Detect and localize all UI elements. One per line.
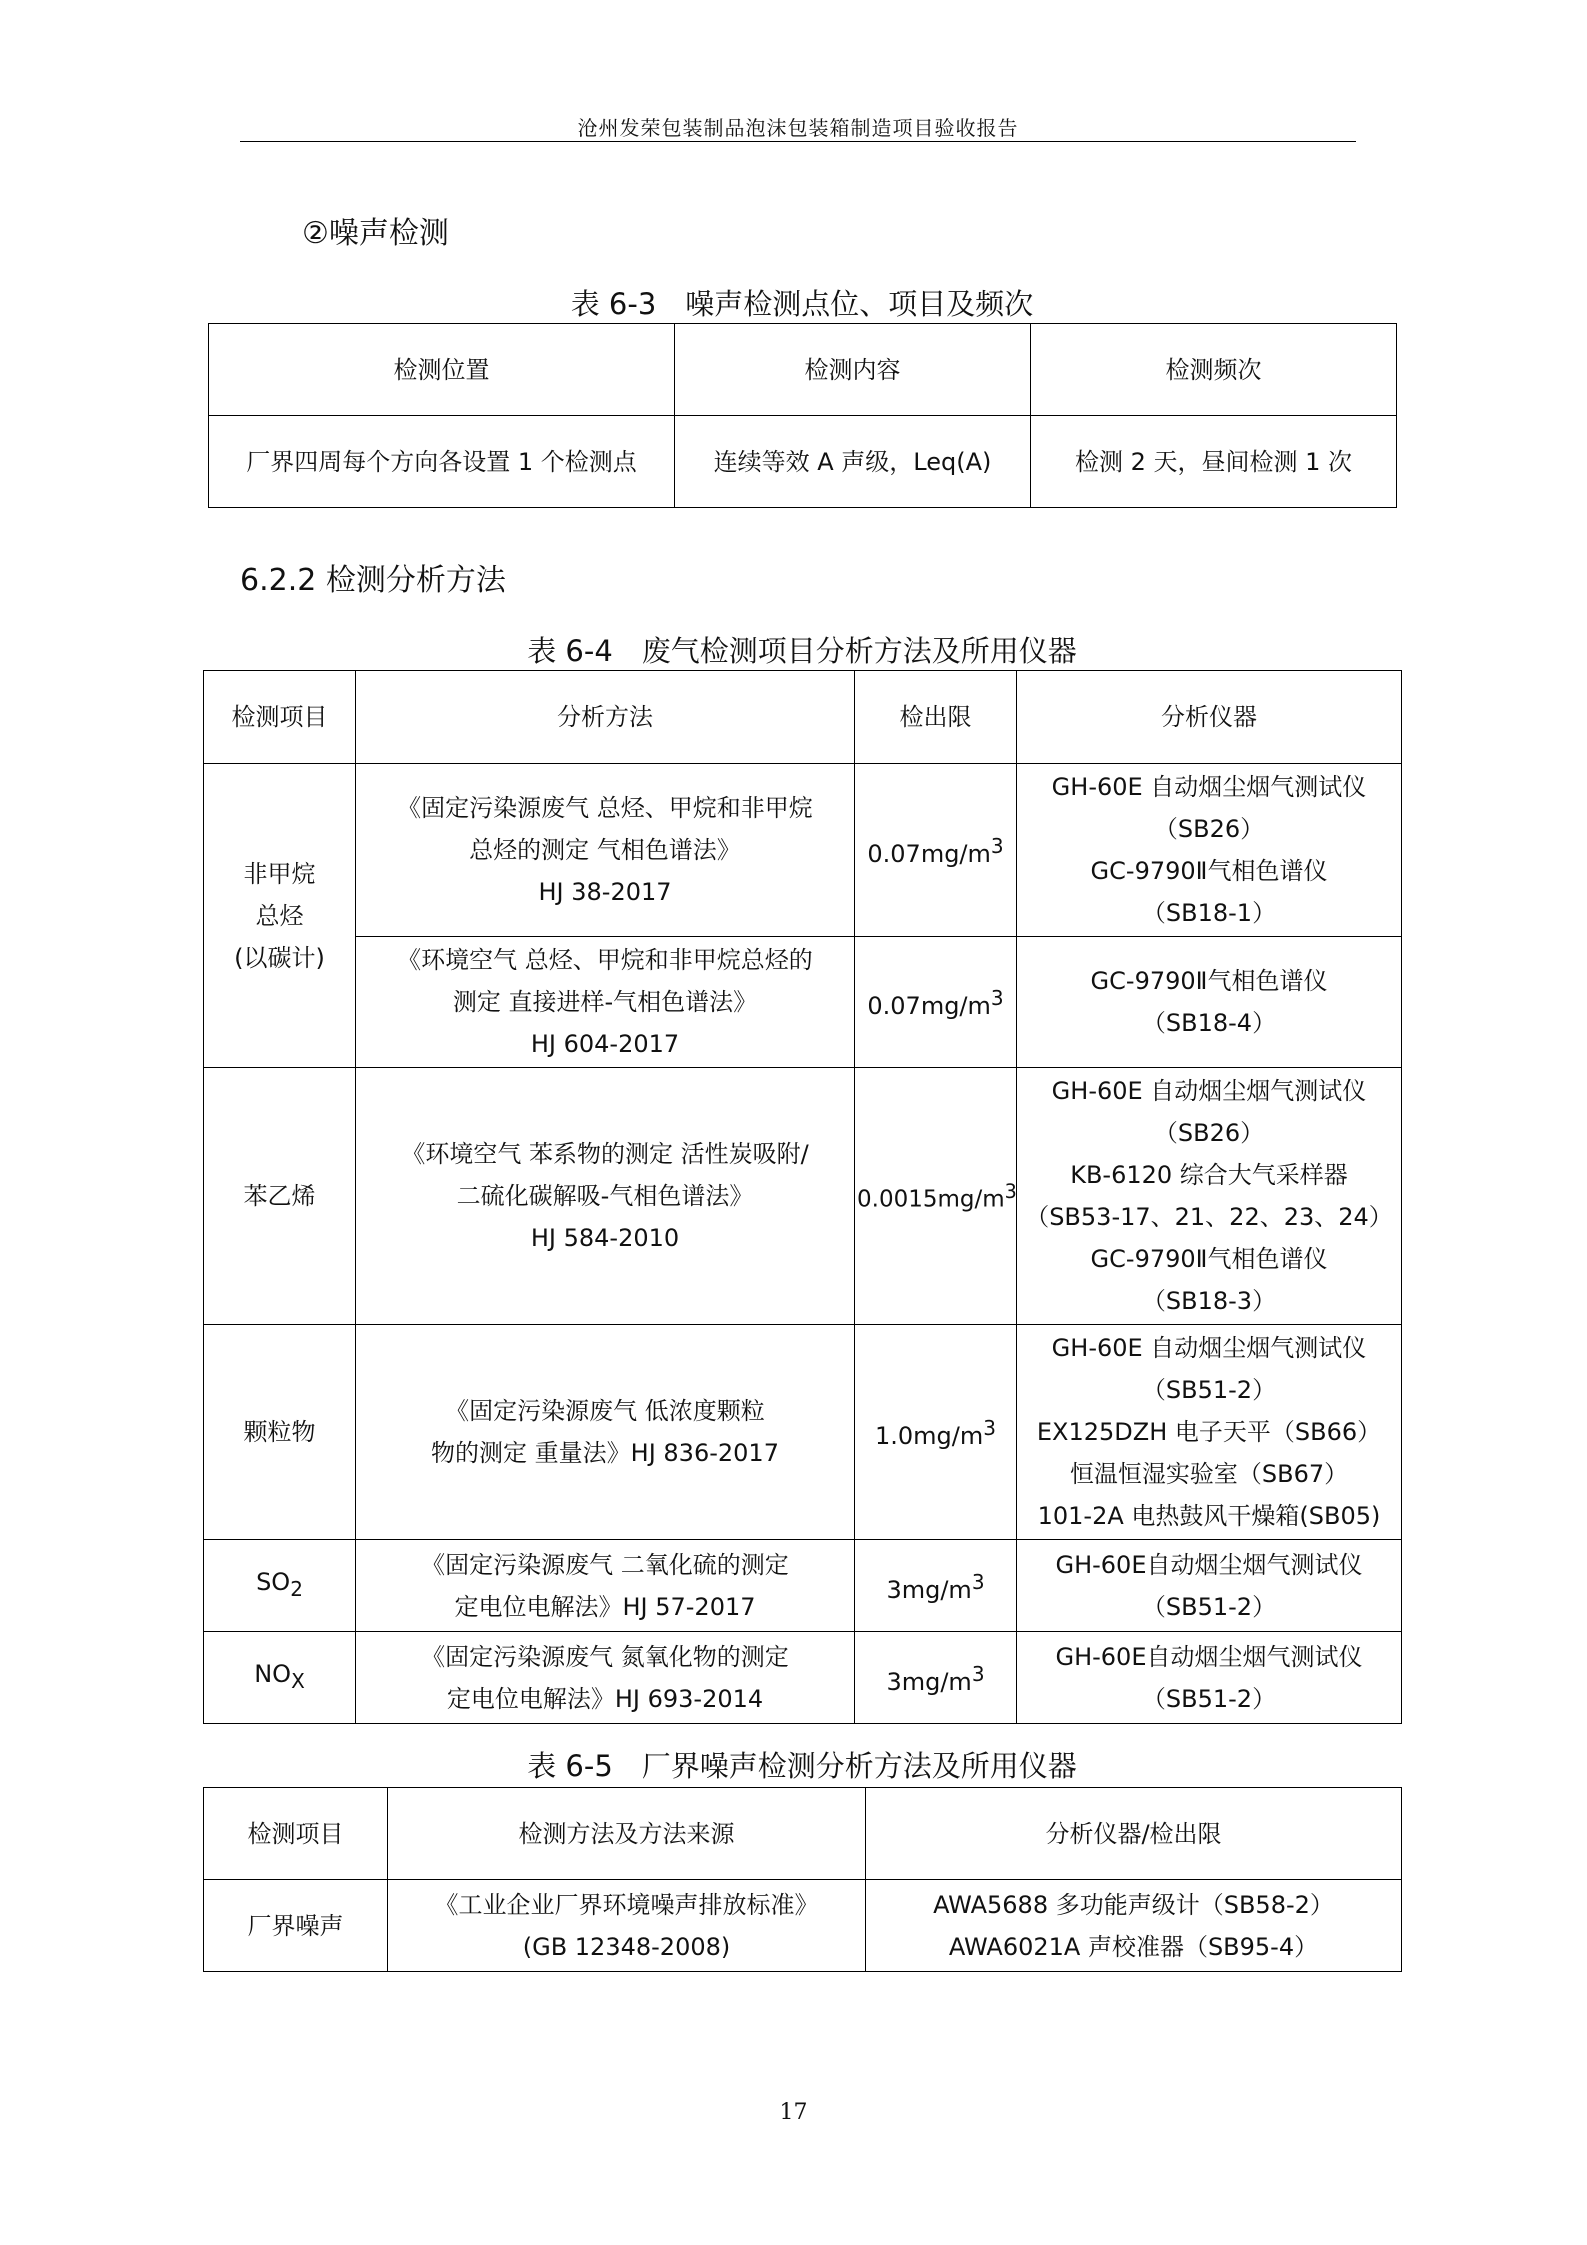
table-6-4: [203, 670, 1402, 1724]
method-cell: 《环境空气 苯系物的测定 活性炭吸附/ 二硫化碳解吸-气相色谱法》 HJ 584-2010: [356, 1068, 855, 1325]
method-cell: 《固定污染源废气 总烃、甲烷和非甲烷 总烃的测定 气相色谱法》 HJ 38-2017: [356, 764, 855, 937]
table-cell: 检测 2 天，昼间检测 1 次: [1031, 416, 1397, 508]
table-cell: 连续等效 A 声级，Leq(A): [675, 416, 1031, 508]
instrument-cell: GH-60E自动烟尘烟气测试仪 （SB51-2）: [1017, 1540, 1402, 1632]
instrument-cell: GH-60E 自动烟尘烟气测试仪 （SB26） KB-6120 综合大气采样器 （SB53-17、21、22、23、24） GC-9790Ⅱ气相色谱仪 （SB18-3）: [1017, 1068, 1402, 1325]
table-cell: 厂界四周每个方向各设置 1 个检测点: [209, 416, 675, 508]
table-header-cell: 检测内容: [675, 324, 1031, 416]
table-header-cell: 检测位置: [209, 324, 675, 416]
limit-cell: $3mg/m^3$: [855, 1632, 1017, 1724]
item-nmhc: 非甲烷 总烃 (以碳计): [204, 764, 356, 1068]
document-header: 沧州发荣包装制品泡沫包装箱制造项目验收报告: [577, 116, 1019, 140]
table-header-cell: 分析仪器: [1017, 671, 1402, 764]
table-6-3-caption: 表 6-3 噪声检测点位、项目及频次: [570, 287, 1034, 321]
limit-cell: $0.0015mg/m^3$: [855, 1068, 1017, 1325]
table-header-cell: 检测项目: [204, 1788, 388, 1880]
table-header-cell: 检出限: [855, 671, 1017, 764]
table-header-cell: 检测方法及方法来源: [388, 1788, 866, 1880]
method-cell: 《工业企业厂界环境噪声排放标准》 (GB 12348-2008): [388, 1880, 866, 1972]
table-6-5: [203, 1787, 1402, 1972]
method-cell: 《固定污染源废气 低浓度颗粒 物的测定 重量法》HJ 836-2017: [356, 1325, 855, 1540]
table-6-4-caption: 表 6-4 废气检测项目分析方法及所用仪器: [527, 634, 1077, 668]
table-6-3: [208, 323, 1397, 508]
instrument-cell: GH-60E 自动烟尘烟气测试仪 （SB51-2） EX125DZH 电子天平（SB66） 恒温恒湿实验室（SB67） 101-2A 电热鼓风干燥箱(SB05): [1017, 1325, 1402, 1540]
table-header-cell: 分析方法: [356, 671, 855, 764]
table-header-cell: 检测项目: [204, 671, 356, 764]
item-boundary-noise: 厂界噪声: [204, 1880, 388, 1972]
instrument-cell: AWA5688 多功能声级计（SB58-2） AWA6021A 声校准器（SB95-4）: [866, 1880, 1402, 1972]
header-rule: [240, 141, 1356, 142]
section-622-heading: 6.2.2 检测分析方法: [240, 563, 506, 598]
instrument-cell: GC-9790Ⅱ气相色谱仪 （SB18-4）: [1017, 937, 1402, 1068]
item-nox: $NO_X$: [204, 1632, 356, 1724]
item-styrene: 苯乙烯: [204, 1068, 356, 1325]
instrument-cell: GH-60E自动烟尘烟气测试仪 （SB51-2）: [1017, 1632, 1402, 1724]
section-noise-heading: ②噪声检测: [302, 216, 449, 251]
limit-cell: $0.07mg/m^3$: [855, 764, 1017, 937]
page-number: 17: [779, 2100, 808, 2125]
table-header-cell: 检测频次: [1031, 324, 1397, 416]
method-cell: 《固定污染源废气 氮氧化物的测定 定电位电解法》HJ 693-2014: [356, 1632, 855, 1724]
method-cell: 《环境空气 总烃、甲烷和非甲烷总烃的 测定 直接进样-气相色谱法》 HJ 604-2017: [356, 937, 855, 1068]
limit-cell: $0.07mg/m^3$: [855, 937, 1017, 1068]
table-6-5-caption: 表 6-5 厂界噪声检测分析方法及所用仪器: [527, 1749, 1077, 1783]
method-cell: 《固定污染源废气 二氧化硫的测定 定电位电解法》HJ 57-2017: [356, 1540, 855, 1632]
item-so2: $SO_2$: [204, 1540, 356, 1632]
limit-cell: $3mg/m^3$: [855, 1540, 1017, 1632]
item-particulate: 颗粒物: [204, 1325, 356, 1540]
instrument-cell: GH-60E 自动烟尘烟气测试仪 （SB26） GC-9790Ⅱ气相色谱仪 （SB18-1）: [1017, 764, 1402, 937]
table-header-cell: 分析仪器/检出限: [866, 1788, 1402, 1880]
limit-cell: $1.0mg/m^3$: [855, 1325, 1017, 1540]
